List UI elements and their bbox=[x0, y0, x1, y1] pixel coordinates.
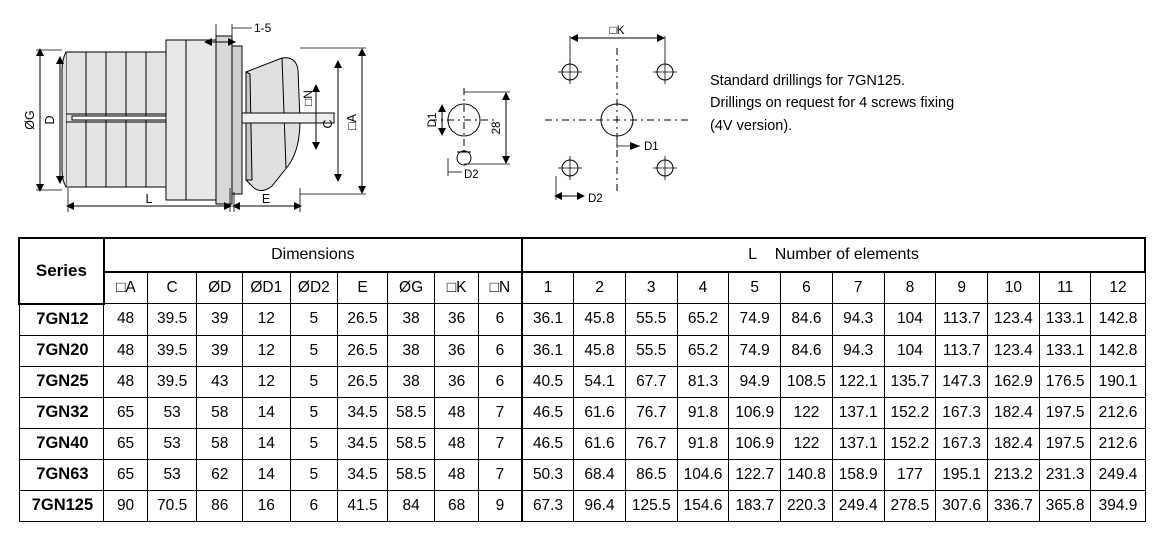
cell-dim: 48 bbox=[104, 304, 147, 336]
cell-dim: 39.5 bbox=[147, 335, 197, 366]
cell-dim: 84 bbox=[387, 490, 435, 521]
label-28: 28 bbox=[491, 121, 503, 135]
cell-element: 81.3 bbox=[677, 366, 729, 397]
cell-element: 94.3 bbox=[832, 304, 884, 336]
cell-dim: 7 bbox=[478, 397, 522, 428]
cell-element: 65.2 bbox=[677, 304, 729, 336]
cell-dim: 58.5 bbox=[387, 428, 435, 459]
cell-element: 197.5 bbox=[1039, 428, 1091, 459]
cell-element: 108.5 bbox=[781, 366, 833, 397]
label-d: D bbox=[43, 115, 57, 125]
cell-element: 195.1 bbox=[936, 459, 988, 490]
cell-dim: 38 bbox=[387, 366, 435, 397]
table-row bbox=[19, 397, 1145, 428]
label-e: E bbox=[261, 192, 271, 206]
cell-element: 76.7 bbox=[625, 428, 677, 459]
table-row bbox=[19, 304, 1145, 336]
col-header-n: □N bbox=[478, 272, 522, 304]
cell-element: 113.7 bbox=[936, 304, 988, 336]
cell-dim: 36 bbox=[435, 304, 478, 336]
cell-element: 67.3 bbox=[522, 490, 574, 521]
col-header-k: □K bbox=[435, 272, 478, 304]
cell-element: 177 bbox=[884, 459, 936, 490]
label-c: C bbox=[321, 119, 335, 129]
cell-dim: 62 bbox=[197, 459, 243, 490]
cell-dim: 53 bbox=[147, 459, 197, 490]
cell-element: 182.4 bbox=[988, 397, 1040, 428]
cell-dim: 90 bbox=[104, 490, 147, 521]
cell-dim: 39 bbox=[197, 335, 243, 366]
cell-element: 36.1 bbox=[522, 304, 574, 336]
cell-element: 142.8 bbox=[1091, 335, 1145, 366]
table-group-header-row bbox=[19, 238, 1145, 272]
cell-dim: 5 bbox=[290, 459, 338, 490]
cell-element: 45.8 bbox=[574, 335, 626, 366]
label-d1-right: D1 bbox=[644, 141, 659, 153]
cell-element: 55.5 bbox=[625, 304, 677, 336]
col-header-g: ØG bbox=[387, 272, 435, 304]
cell-element: 307.6 bbox=[936, 490, 988, 521]
col-header-el-4: 4 bbox=[677, 272, 729, 304]
cell-dim: 14 bbox=[242, 459, 290, 490]
cell-dim: 14 bbox=[242, 397, 290, 428]
cell-element: 336.7 bbox=[988, 490, 1040, 521]
cell-element: 104.6 bbox=[677, 459, 729, 490]
cell-element: 167.3 bbox=[936, 428, 988, 459]
cell-element: 65.2 bbox=[677, 335, 729, 366]
col-header-el-6: 6 bbox=[781, 272, 833, 304]
cell-dim: 58.5 bbox=[387, 397, 435, 428]
col-header-el-8: 8 bbox=[884, 272, 936, 304]
label-d2-mid: D2 bbox=[464, 169, 479, 181]
cell-element: 74.9 bbox=[729, 304, 781, 336]
col-header-el-7: 7 bbox=[832, 272, 884, 304]
table-row bbox=[19, 428, 1145, 459]
label-k: □K bbox=[609, 23, 625, 37]
cell-element: 40.5 bbox=[522, 366, 574, 397]
cell-dim: 39 bbox=[197, 304, 243, 336]
col-header-d1: ØD1 bbox=[242, 272, 290, 304]
cell-element: 61.6 bbox=[574, 397, 626, 428]
col-header-el-9: 9 bbox=[936, 272, 988, 304]
cell-element: 140.8 bbox=[781, 459, 833, 490]
cell-series: 7GN63 bbox=[19, 459, 104, 490]
cell-dim: 6 bbox=[478, 366, 522, 397]
cell-series: 7GN20 bbox=[19, 335, 104, 366]
cell-dim: 53 bbox=[147, 397, 197, 428]
label-d1-mid: D1 bbox=[427, 112, 439, 128]
cell-element: 74.9 bbox=[729, 335, 781, 366]
cell-dim: 12 bbox=[242, 335, 290, 366]
cell-dim: 39.5 bbox=[147, 304, 197, 336]
cell-dim: 43 bbox=[197, 366, 243, 397]
cell-element: 68.4 bbox=[574, 459, 626, 490]
note-line-1: Standard drillings for 7GN125. bbox=[710, 73, 906, 89]
cell-dim: 48 bbox=[104, 335, 147, 366]
cell-dim: 38 bbox=[387, 335, 435, 366]
cell-element: 212.6 bbox=[1091, 397, 1145, 428]
cell-dim: 34.5 bbox=[338, 397, 388, 428]
cell-dim: 41.5 bbox=[338, 490, 388, 521]
note-line-2: Drillings on request for 4 screws fixing bbox=[710, 95, 955, 112]
cell-series: 7GN25 bbox=[19, 366, 104, 397]
cell-dim: 38 bbox=[387, 304, 435, 336]
cell-element: 84.6 bbox=[781, 335, 833, 366]
cell-element: 133.1 bbox=[1039, 335, 1091, 366]
cell-dim: 14 bbox=[242, 428, 290, 459]
cell-element: 84.6 bbox=[781, 304, 833, 336]
cell-series: 7GN40 bbox=[19, 428, 104, 459]
cell-element: 152.2 bbox=[884, 397, 936, 428]
cell-dim: 58 bbox=[197, 397, 243, 428]
col-header-d: ØD bbox=[197, 272, 243, 304]
cell-dim: 65 bbox=[104, 428, 147, 459]
cell-element: 182.4 bbox=[988, 428, 1040, 459]
cell-element: 190.1 bbox=[1091, 366, 1145, 397]
col-header-el-3: 3 bbox=[625, 272, 677, 304]
col-header-el-1: 1 bbox=[522, 272, 574, 304]
cell-element: 67.7 bbox=[625, 366, 677, 397]
cell-element: 167.3 bbox=[936, 397, 988, 428]
cell-element: 54.1 bbox=[574, 366, 626, 397]
label-d2-right: D2 bbox=[588, 193, 603, 205]
cell-dim: 36 bbox=[435, 335, 478, 366]
cell-dim: 36 bbox=[435, 366, 478, 397]
cell-dim: 7 bbox=[478, 459, 522, 490]
cell-element: 183.7 bbox=[729, 490, 781, 521]
col-header-el-12: 12 bbox=[1091, 272, 1145, 304]
cell-dim: 65 bbox=[104, 459, 147, 490]
cell-element: 162.9 bbox=[988, 366, 1040, 397]
table-row bbox=[19, 366, 1145, 397]
table-row bbox=[19, 459, 1145, 490]
cell-element: 125.5 bbox=[625, 490, 677, 521]
cell-element: 147.3 bbox=[936, 366, 988, 397]
cell-dim: 16 bbox=[242, 490, 290, 521]
cell-dim: 48 bbox=[435, 459, 478, 490]
cell-dim: 6 bbox=[478, 304, 522, 336]
cell-element: 50.3 bbox=[522, 459, 574, 490]
dimensions-table-wrap bbox=[18, 237, 1146, 522]
cell-element: 158.9 bbox=[832, 459, 884, 490]
dimensions-table bbox=[18, 237, 1146, 522]
cell-element: 76.7 bbox=[625, 397, 677, 428]
col-header-d2: ØD2 bbox=[290, 272, 338, 304]
cell-element: 91.8 bbox=[677, 428, 729, 459]
cell-element: 365.8 bbox=[1039, 490, 1091, 521]
col-header-el-2: 2 bbox=[574, 272, 626, 304]
cell-dim: 6 bbox=[478, 335, 522, 366]
cell-dim: 12 bbox=[242, 304, 290, 336]
cell-dim: 7 bbox=[478, 428, 522, 459]
cell-element: 45.8 bbox=[574, 304, 626, 336]
cell-dim: 68 bbox=[435, 490, 478, 521]
label-l: L bbox=[145, 192, 153, 206]
cell-element: 96.4 bbox=[574, 490, 626, 521]
table-subheader-row bbox=[19, 272, 1145, 304]
cell-element: 212.6 bbox=[1091, 428, 1145, 459]
table-row bbox=[19, 490, 1145, 521]
cell-dim: 86 bbox=[197, 490, 243, 521]
cell-dim: 58.5 bbox=[387, 459, 435, 490]
cell-element: 123.4 bbox=[988, 335, 1040, 366]
cell-dim: 53 bbox=[147, 428, 197, 459]
cell-element: 249.4 bbox=[1091, 459, 1145, 490]
cell-element: 278.5 bbox=[884, 490, 936, 521]
label-n: □N bbox=[301, 90, 315, 106]
label-phi-g: ØG bbox=[23, 110, 37, 130]
cell-element: 133.1 bbox=[1039, 304, 1091, 336]
cell-element: 197.5 bbox=[1039, 397, 1091, 428]
cell-series: 7GN32 bbox=[19, 397, 104, 428]
cell-dim: 26.5 bbox=[338, 304, 388, 336]
cell-element: 123.4 bbox=[988, 304, 1040, 336]
cell-dim: 58 bbox=[197, 428, 243, 459]
cell-dim: 5 bbox=[290, 366, 338, 397]
cell-element: 394.9 bbox=[1091, 490, 1145, 521]
cell-element: 213.2 bbox=[988, 459, 1040, 490]
cell-dim: 34.5 bbox=[338, 428, 388, 459]
header-l-label: L bbox=[748, 246, 757, 263]
cell-element: 231.3 bbox=[1039, 459, 1091, 490]
cell-dim: 48 bbox=[435, 397, 478, 428]
cell-element: 137.1 bbox=[832, 397, 884, 428]
cell-element: 94.3 bbox=[832, 335, 884, 366]
cell-element: 106.9 bbox=[729, 428, 781, 459]
cell-dim: 12 bbox=[242, 366, 290, 397]
cell-element: 46.5 bbox=[522, 397, 574, 428]
cell-element: 61.6 bbox=[574, 428, 626, 459]
cell-element: 113.7 bbox=[936, 335, 988, 366]
cell-element: 104 bbox=[884, 304, 936, 336]
cell-element: 36.1 bbox=[522, 335, 574, 366]
cell-dim: 48 bbox=[435, 428, 478, 459]
col-header-c: C bbox=[147, 272, 197, 304]
cell-element: 176.5 bbox=[1039, 366, 1091, 397]
cell-element: 154.6 bbox=[677, 490, 729, 521]
cell-dim: 9 bbox=[478, 490, 522, 521]
cell-dim: 26.5 bbox=[338, 335, 388, 366]
cell-dim: 26.5 bbox=[338, 366, 388, 397]
cell-element: 122 bbox=[781, 397, 833, 428]
header-elements-label: Number of elements bbox=[774, 246, 919, 263]
col-header-e: E bbox=[338, 272, 388, 304]
cell-element: 152.2 bbox=[884, 428, 936, 459]
cell-dim: 5 bbox=[290, 428, 338, 459]
header-number-of-elements bbox=[522, 238, 1145, 272]
table-row bbox=[19, 335, 1145, 366]
cell-dim: 5 bbox=[290, 304, 338, 336]
cell-element: 137.1 bbox=[832, 428, 884, 459]
cell-element: 249.4 bbox=[832, 490, 884, 521]
cell-element: 104 bbox=[884, 335, 936, 366]
cell-dim: 39.5 bbox=[147, 366, 197, 397]
cell-dim: 48 bbox=[104, 366, 147, 397]
cell-element: 220.3 bbox=[781, 490, 833, 521]
cell-dim: 34.5 bbox=[338, 459, 388, 490]
cell-element: 122.7 bbox=[729, 459, 781, 490]
label-1-5: 1-5 bbox=[254, 21, 272, 35]
col-header-a: □A bbox=[104, 272, 147, 304]
cell-series: 7GN12 bbox=[19, 304, 104, 336]
cell-element: 86.5 bbox=[625, 459, 677, 490]
cell-element: 55.5 bbox=[625, 335, 677, 366]
cell-dim: 65 bbox=[104, 397, 147, 428]
header-dimensions: Dimensions bbox=[104, 238, 522, 272]
cell-element: 135.7 bbox=[884, 366, 936, 397]
col-header-el-10: 10 bbox=[988, 272, 1040, 304]
cell-dim: 5 bbox=[290, 397, 338, 428]
cell-element: 142.8 bbox=[1091, 304, 1145, 336]
cell-dim: 5 bbox=[290, 335, 338, 366]
cell-element: 46.5 bbox=[522, 428, 574, 459]
cell-element: 94.9 bbox=[729, 366, 781, 397]
cell-element: 91.8 bbox=[677, 397, 729, 428]
label-a: □A bbox=[345, 114, 359, 130]
col-header-el-11: 11 bbox=[1039, 272, 1091, 304]
header-series: Series bbox=[19, 238, 104, 304]
cell-element: 106.9 bbox=[729, 397, 781, 428]
cell-dim: 6 bbox=[290, 490, 338, 521]
cell-series: 7GN125 bbox=[19, 490, 104, 521]
cell-dim: 70.5 bbox=[147, 490, 197, 521]
col-header-el-5: 5 bbox=[729, 272, 781, 304]
drilling-note bbox=[710, 70, 1010, 137]
note-line-3: (4V version). bbox=[710, 117, 793, 134]
cell-element: 122.1 bbox=[832, 366, 884, 397]
cell-element: 122 bbox=[781, 428, 833, 459]
